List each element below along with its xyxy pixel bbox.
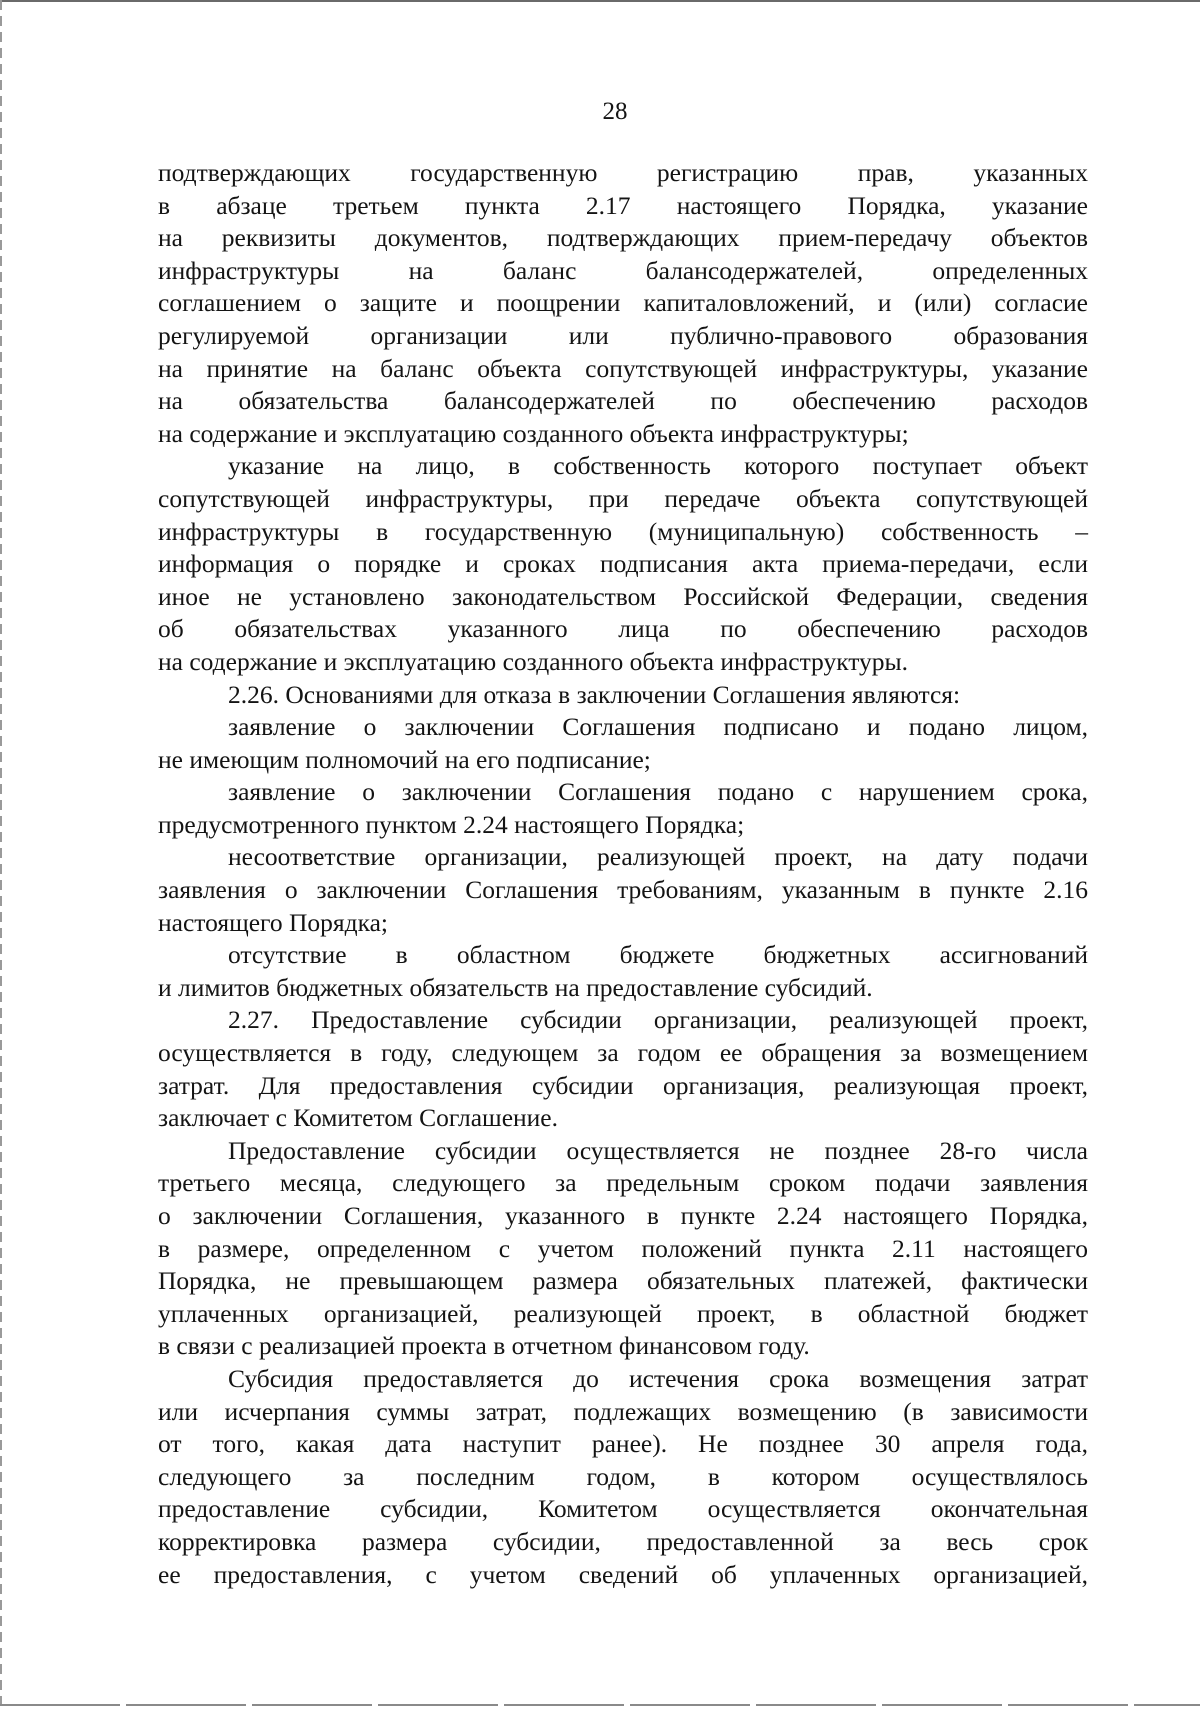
scan-edge-left: [0, 0, 2, 1710]
text-line: следующего за последним годом, в котором осуществлялось: [158, 1461, 1088, 1491]
text-line: Предоставление субсидии осуществляется не позднее 28-го числа: [228, 1135, 1088, 1165]
text-line: на обязательства балансодержателей по обеспечению расходов: [158, 386, 1088, 416]
text-line: на принятие на баланс объекта сопутствующей инфраструктуры, указание: [158, 353, 1088, 383]
text-line: отсутствие в областном бюджете бюджетных ассигнований: [228, 940, 1088, 970]
text-line: о заключении Соглашения, указанного в пункте 2.24 настоящего Порядка,: [158, 1201, 1088, 1230]
text-line: и лимитов бюджетных обязательств на предоставление субсидий.: [158, 972, 873, 1002]
text-line: в связи с реализацией проекта в отчетном финансовом году.: [158, 1331, 810, 1361]
text-line: не имеющим полномочий на его подписание;: [158, 744, 651, 774]
text-line: затрат. Для предоставления субсидии организация, реализующая проект,: [158, 1070, 1088, 1100]
text-line: заявления о заключении Соглашения требованиям, указанным в пункте 2.16: [158, 875, 1088, 905]
text-line: настоящего Порядка;: [158, 907, 389, 937]
text-line: предусмотренного пунктом 2.24 настоящего Порядка;: [158, 809, 745, 839]
page-number: 28: [602, 98, 628, 125]
text-line: на содержание и эксплуатацию созданного объекта инфраструктуры;: [158, 418, 909, 448]
text-line: указание на лицо, в собственность которого поступает объект: [228, 451, 1088, 481]
text-line: осуществляется в году, следующем за годом ее обращения за возмещением: [158, 1038, 1088, 1068]
text-line: 2.26. Основаниями для отказа в заключении Соглашения являются:: [228, 679, 961, 709]
text-line: иное не установлено законодательством Российской Федерации, сведения: [158, 581, 1088, 611]
text-line: информация о порядке и сроках подписания акта приема-передачи, если: [158, 549, 1088, 579]
text-line: инфраструктуры в государственную (муниципальную) собственность –: [158, 516, 1088, 546]
text-line: несоответствие организации, реализующей проект, на дату подачи: [228, 842, 1088, 872]
text-line: 2.27. Предоставление субсидии организации, реализующей проект,: [228, 1005, 1088, 1035]
text-line: третьего месяца, следующего за предельным сроком подачи заявления: [158, 1168, 1088, 1198]
text-line: ее предоставления, с учетом сведений об уплаченных организацией,: [158, 1559, 1088, 1589]
text-line: инфраструктуры на баланс балансодержателей, определенных: [158, 255, 1088, 285]
text-line: соглашением о защите и поощрении капиталовложений, и (или) согласие: [158, 288, 1088, 318]
text-line: регулируемой организации или публично-правового образования: [158, 320, 1088, 350]
text-line: об обязательствах указанного лица по обеспечению расходов: [158, 614, 1088, 644]
text-line: подтверждающих государственную регистрацию прав, указанных: [158, 158, 1088, 187]
text-line: уплаченных организацией, реализующей проект, в областной бюджет: [158, 1298, 1088, 1328]
text-line: в абзаце третьем пункта 2.17 настоящего Порядка, указание: [158, 190, 1088, 220]
text-line: Порядка, не превышающем размера обязательных платежей, фактически: [158, 1266, 1088, 1296]
text-line: Субсидия предоставляется до истечения срока возмещения затрат: [228, 1363, 1088, 1393]
scan-edge-bottom: [0, 1704, 1200, 1706]
document-body: [158, 157, 1088, 1591]
text-line: или исчерпания суммы затрат, подлежащих возмещению (в зависимости: [158, 1396, 1088, 1426]
text-line: предоставление субсидии, Комитетом осуществляется окончательная: [158, 1494, 1088, 1524]
text-line: заявление о заключении Соглашения подано с нарушением срока,: [228, 777, 1088, 807]
scan-edge-top: [0, 0, 1200, 2]
text-line: на реквизиты документов, подтверждающих прием-передачу объектов: [158, 223, 1088, 253]
text-line: заключает с Комитетом Соглашение.: [158, 1103, 558, 1133]
text-line: от того, какая дата наступит ранее). Не позднее 30 апреля года,: [158, 1429, 1088, 1459]
text-line: заявление о заключении Соглашения подписано и подано лицом,: [228, 712, 1088, 742]
text-line: в размере, определенном с учетом положений пункта 2.11 настоящего: [158, 1233, 1088, 1263]
text-line: на содержание и эксплуатацию созданного объекта инфраструктуры.: [158, 646, 909, 676]
text-line: сопутствующей инфраструктуры, при передаче объекта сопутствующей: [158, 483, 1088, 513]
text-line: корректировка размера субсидии, предоставленной за весь срок: [158, 1526, 1088, 1556]
